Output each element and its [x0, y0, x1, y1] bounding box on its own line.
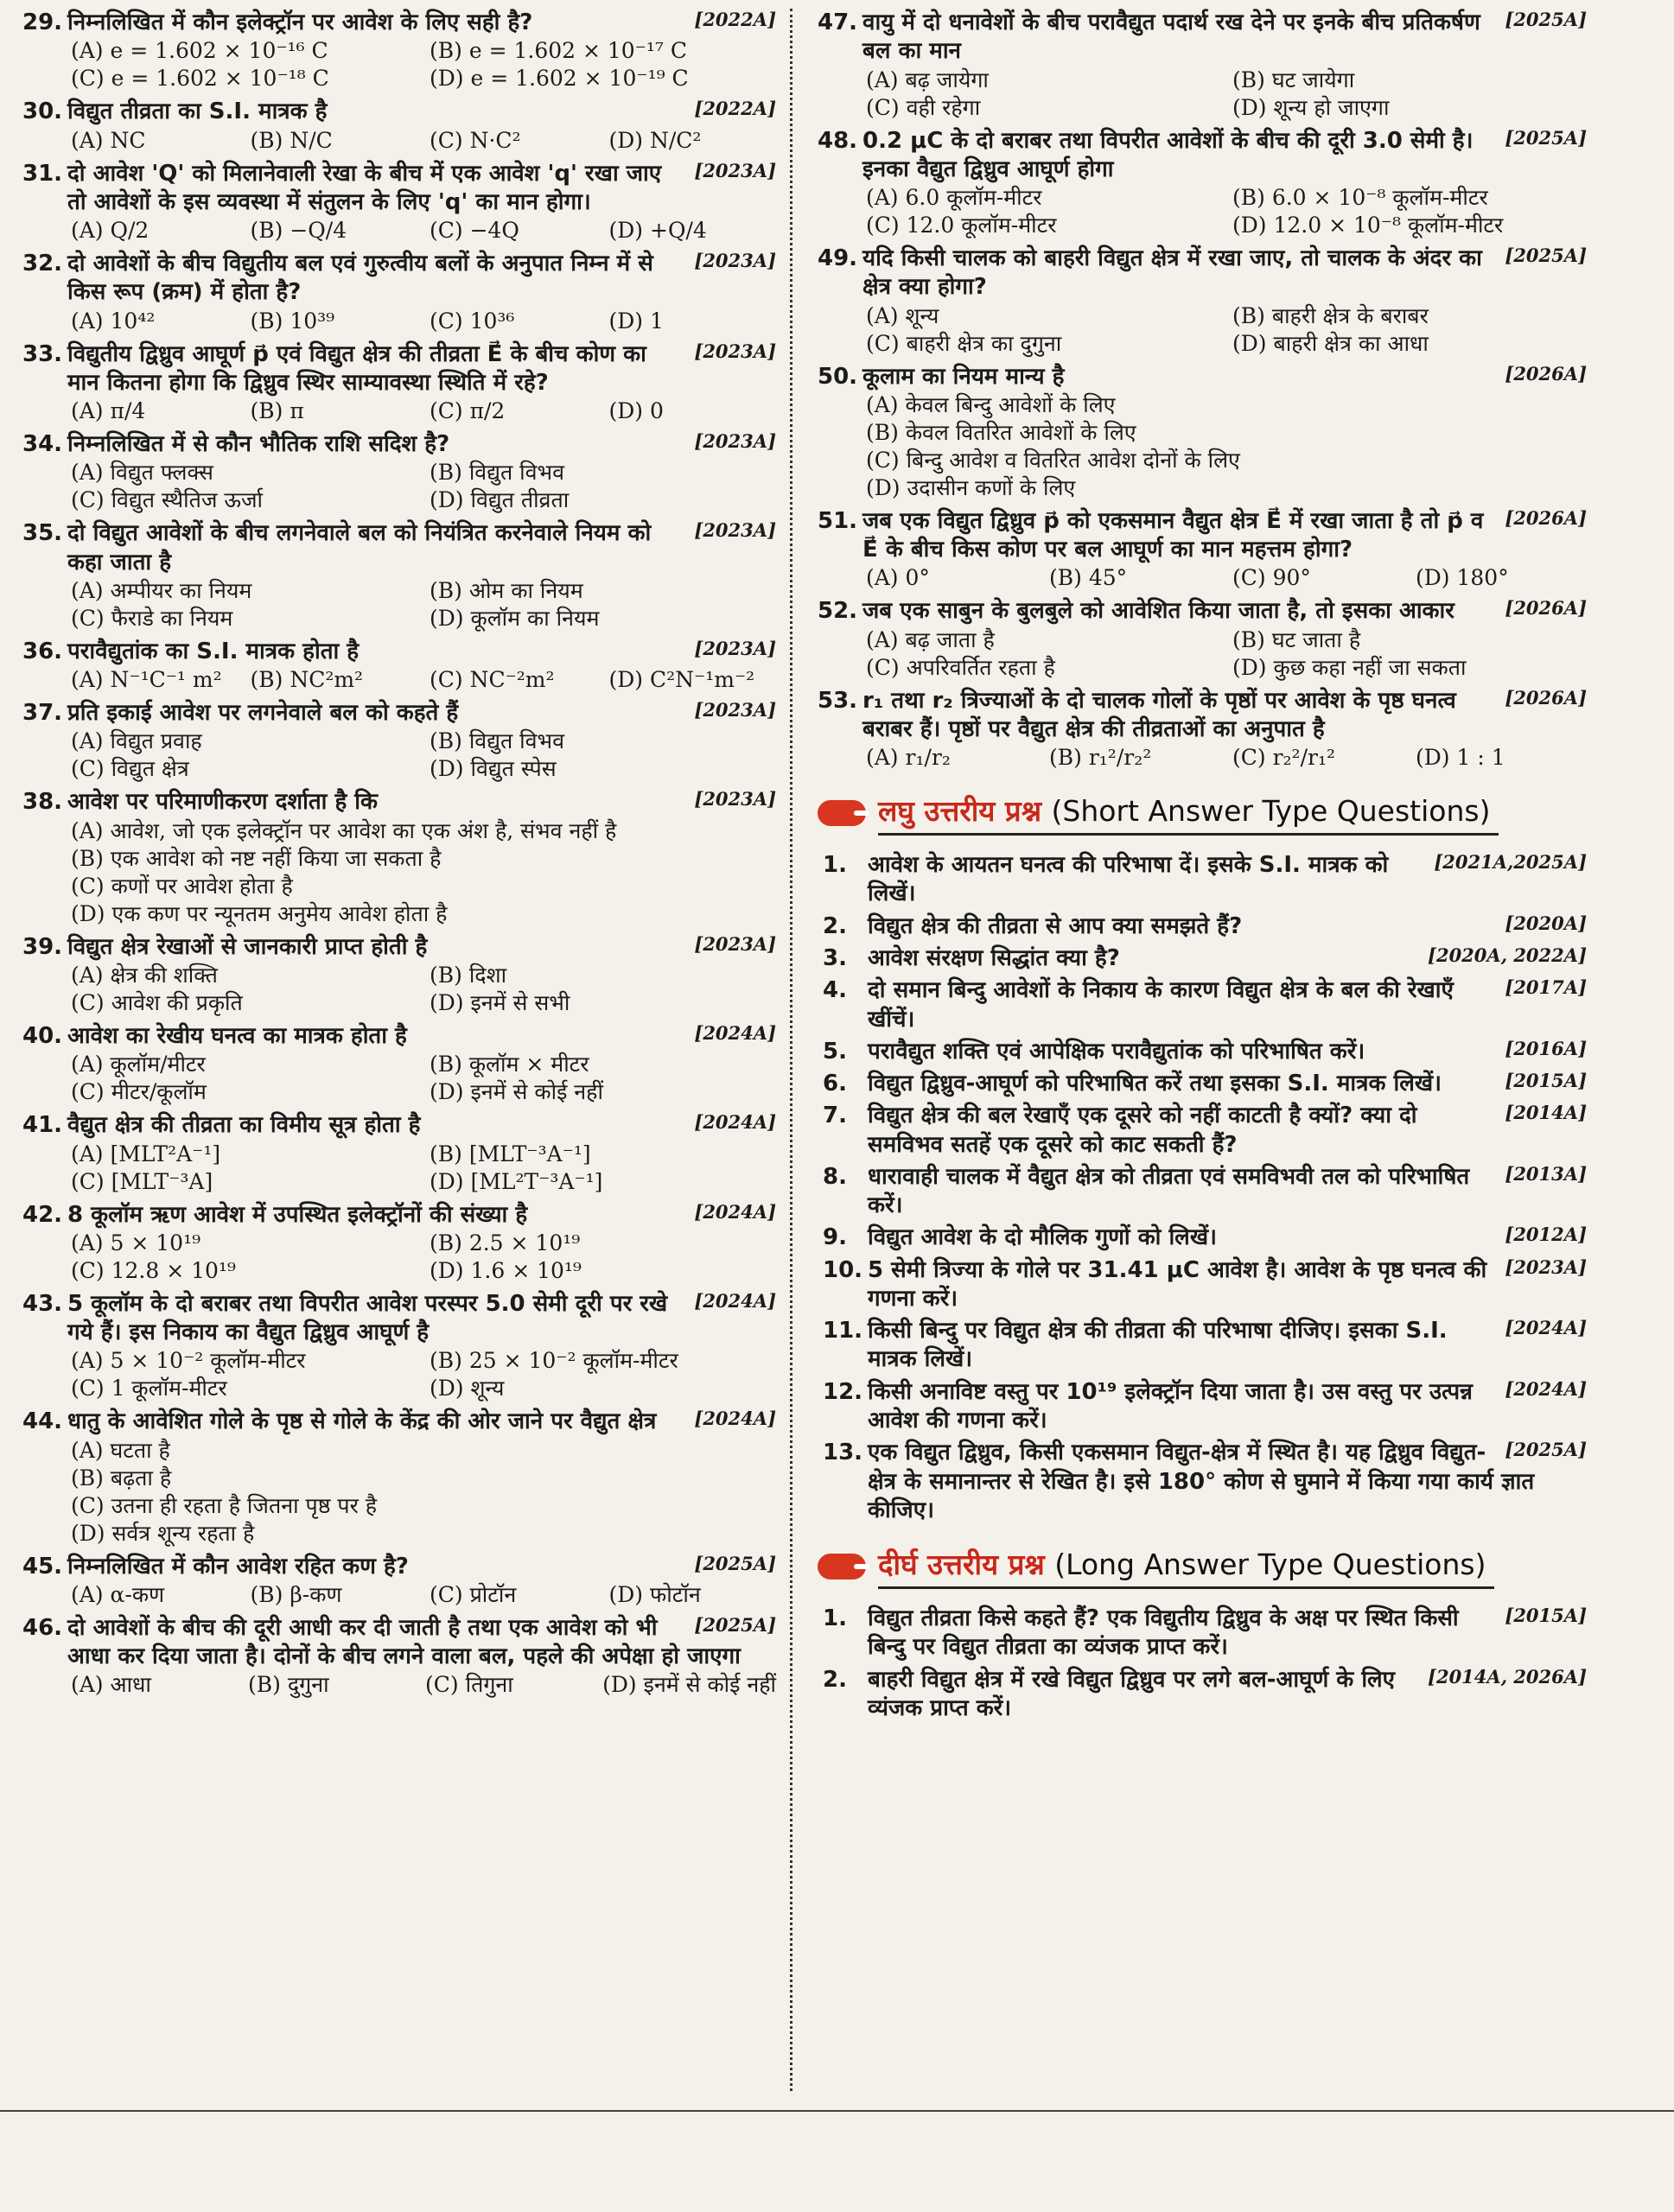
option: (A) विद्युत प्रवाह [71, 728, 202, 754]
short-answer-list [818, 851, 1587, 1525]
question-text: विद्युत तीव्रता किसे कहते हैं? एक विद्युतीय द्विध्रुव के अक्ष पर स्थित किसी बिन्दु पर विद्युत तीव्रता का व्यंजक प्राप्त करें। [868, 1605, 1459, 1661]
subjective-question [818, 1224, 1587, 1252]
option: (C) e = 1.602 × 10⁻¹⁸ C [71, 66, 329, 92]
option: (A) α-कण [71, 1581, 165, 1607]
year-tag: [ 2023A ] [694, 788, 776, 811]
option: (B) विद्युत विभव [430, 728, 564, 754]
mcq-question [22, 1614, 776, 1700]
option: (B) N/C [250, 127, 333, 153]
question-number: 50. [818, 363, 858, 390]
option-list [866, 184, 1587, 239]
year-tag: [ 2024A ] [1505, 1378, 1587, 1402]
question-number: 34. [22, 431, 63, 458]
option: (D) इनमें से कोई नहीं [430, 1079, 603, 1105]
year-tag: [ 2024A ] [694, 1111, 776, 1135]
question-number: 1. [823, 852, 847, 879]
subjective-question [818, 1256, 1587, 1314]
option: (C) तिगुना [425, 1672, 513, 1698]
option: (A) बढ़ जाता है [866, 626, 995, 652]
year-tag: [ 2016A ] [1505, 1038, 1587, 1061]
option: (D) कूलॉम का नियम [430, 605, 600, 631]
question-number: 46. [22, 1614, 63, 1641]
option: (B) NC²m² [250, 667, 364, 693]
year-tag: [ 2024A ] [694, 1408, 776, 1431]
option: (D) एक कण पर न्यूनतम अनुमेय आवेश होता है [71, 900, 448, 926]
year-tag: [ 2024A ] [1505, 1317, 1587, 1340]
question-text: कूलाम का नियम मान्य है [862, 363, 1065, 390]
year-tag: [ 2020A ] [1505, 912, 1587, 936]
option: (B) π [250, 398, 304, 424]
option: (C) −4Q [430, 218, 519, 244]
option: (C) प्रोटॉन [430, 1581, 517, 1607]
option: (D) e = 1.602 × 10⁻¹⁹ C [430, 66, 689, 92]
long-answer-list [818, 1605, 1587, 1723]
question-text: प्रति इकाई आवेश पर लगनेवाले बल को कहते हैं [67, 700, 459, 727]
option: (A) r₁/r₂ [866, 745, 951, 771]
question-number: 2. [823, 912, 847, 939]
option: (C) मीटर/कूलॉम [71, 1079, 207, 1105]
option: (B) एक आवेश को नष्ट नहीं किया जा सकता है [71, 845, 442, 871]
mcq-question [22, 250, 776, 335]
question-text: वैद्युत क्षेत्र की तीव्रता का विमीय सूत्र होता है [67, 1112, 421, 1139]
option: (C) π/2 [430, 398, 506, 424]
question-number: 3. [823, 944, 847, 971]
option: (C) NC⁻²m² [430, 667, 555, 693]
subjective-question [818, 1163, 1587, 1221]
option: (A) π/4 [71, 398, 146, 424]
option: (D) +Q/4 [608, 218, 707, 244]
question-text: आवेश पर परिमाणीकरण दर्शाता है कि [67, 789, 379, 816]
year-tag: [ 2024A ] [694, 1022, 776, 1046]
mcq-question [22, 98, 776, 154]
year-tag: [ 2023A ] [694, 699, 776, 722]
option-list [71, 1230, 776, 1285]
question-text: आवेश का रेखीय घनत्व का मात्रक होता है [67, 1022, 407, 1049]
year-tag: [ 2026A ] [1505, 507, 1587, 531]
question-number: 7. [823, 1103, 847, 1129]
option-list [71, 666, 776, 694]
option: (D) शून्य हो जाएगा [1232, 94, 1390, 120]
option: (A) आवेश, जो एक इलेक्ट्रॉन पर आवेश का एक अंश है, संभव नहीं है [71, 817, 617, 843]
option-list [71, 1437, 776, 1548]
mcq-question [818, 597, 1587, 681]
option: (C) कणों पर आवेश होता है [71, 873, 293, 899]
option: (A) 5 × 10⁻² कूलॉम-मीटर [71, 1348, 306, 1374]
mcq-question [22, 638, 776, 694]
question-text: यदि किसी चालक को बाहरी विद्युत क्षेत्र में रखा जाए, तो चालक के अंदर का क्षेत्र क्या होगा? [862, 245, 1482, 301]
column-divider [790, 9, 792, 2091]
page-bottom-rule [0, 2110, 1674, 2112]
question-number: 11. [823, 1318, 863, 1344]
year-tag: [ 2023A ] [694, 160, 776, 183]
question-number: 53. [818, 687, 858, 714]
mcq-question [818, 507, 1587, 593]
year-tag: [ 2023A ] [694, 340, 776, 364]
option-list [71, 1581, 776, 1609]
year-tag: [ 2023A ] [694, 250, 776, 273]
option: (A) कूलॉम/मीटर [71, 1052, 206, 1077]
option: (A) Q/2 [71, 218, 150, 244]
question-number: 44. [22, 1408, 63, 1435]
question-text: निम्नलिखित में कौन इलेक्ट्रॉन पर आवेश के लिए सही है? [67, 10, 533, 35]
option: (C) आवेश की प्रकृति [71, 989, 243, 1015]
subjective-question [818, 1439, 1587, 1525]
option: (B) ओम का नियम [430, 577, 583, 603]
short-answer-title: लघु उत्तरीय प्रश्न (Short Answer Type Questions) [878, 791, 1499, 836]
option: (D) 1 : 1 [1416, 745, 1505, 771]
option-list [71, 962, 776, 1017]
year-tag: [ 2026A ] [1505, 363, 1587, 386]
subjective-question [818, 1317, 1587, 1375]
question-text: 8 कूलॉम ऋण आवेश में उपस्थित इलेक्ट्रॉनों की संख्या है [67, 1201, 528, 1228]
mcq-question [22, 9, 776, 92]
question-text: जब एक साबुन के बुलबुले को आवेशित किया जाता है, तो इसका आकार [862, 598, 1454, 625]
subjective-question [818, 1605, 1587, 1662]
option: (D) 12.0 × 10⁻⁸ कूलॉम-मीटर [1232, 213, 1504, 238]
question-number: 10. [823, 1256, 863, 1283]
question-number: 48. [818, 127, 858, 154]
option: (A) NC [71, 127, 146, 153]
question-number: 45. [22, 1553, 63, 1580]
year-tag: [ 2013A ] [1505, 1163, 1587, 1186]
subjective-question [818, 944, 1587, 973]
option: (D) इनमें से सभी [430, 989, 570, 1015]
option: (B) घट जायेगा [1232, 67, 1355, 92]
question-text: विद्युत क्षेत्र की तीव्रता से आप क्या समझते हैं? [868, 912, 1243, 939]
year-tag: [ 2023A ] [694, 430, 776, 454]
option: (D) फोटॉन [608, 1581, 701, 1607]
subjective-question [818, 976, 1587, 1034]
year-tag: [ 2022A ] [694, 9, 776, 32]
year-tag: [ 2026A ] [1505, 597, 1587, 620]
mcq-question [22, 788, 776, 927]
question-number: 35. [22, 520, 63, 547]
question-text: दो आवेशों के बीच की दूरी आधी कर दी जाती है तथा एक आवेश को भी आधा कर दिया जाता है। दोनों के बीच लगने वाला बल, पहले की अपेक्षा हो जाएगा [67, 1614, 741, 1670]
question-number: 42. [22, 1201, 63, 1228]
question-text: जब एक विद्युत द्विध्रुव p⃗ को एकसमान वैद्युत क्षेत्र E⃗ में रखा जाता है तो p⃗ व E⃗ के बीच किस कोण पर बल आघूर्ण का मान महत्तम होगा? [862, 507, 1484, 563]
mcq-question [818, 9, 1587, 122]
question-text: धातु के आवेशित गोले के पृष्ठ से गोले के केंद्र की ओर जाने पर वैद्युत क्षेत्र [67, 1408, 657, 1435]
option: (B) केवल वितरित आवेशों के लिए [866, 419, 1136, 445]
option: (C) r₂²/r₁² [1232, 745, 1335, 771]
mcq-right-list [818, 9, 1587, 772]
question-text: 5 कूलॉम के दो बराबर तथा विपरीत आवेश परस्पर 5.0 सेमी दूरी पर रखे गये हैं। इस निकाय का वैद्युत द्विध्रुव आघूर्ण है [67, 1290, 668, 1346]
option: (B) r₁²/r₂² [1049, 745, 1152, 771]
mcq-question [818, 245, 1587, 358]
mcq-question [22, 933, 776, 1017]
option: (B) 6.0 × 10⁻⁸ कूलॉम-मीटर [1232, 185, 1488, 211]
question-number: 40. [22, 1022, 63, 1049]
option: (A) 6.0 कूलॉम-मीटर [866, 185, 1042, 211]
question-number: 39. [22, 933, 63, 960]
option: (C) N·C² [430, 127, 521, 153]
option: (C) 12.8 × 10¹⁹ [71, 1257, 236, 1283]
year-tag: [ 2026A ] [1505, 687, 1587, 710]
year-tag: [ 2023A ] [1505, 1256, 1587, 1280]
option: (D) सर्वत्र शून्य रहता है [71, 1520, 255, 1546]
question-text: दो आवेश 'Q' को मिलानेवाली रेखा के बीच में एक आवेश 'q' रखा जाए तो आवेशों के इस व्यवस्था में संतुलन के लिए 'q' का मान होगा। [67, 160, 662, 215]
question-text: परावैद्युतांक का S.I. मात्रक होता है [67, 638, 360, 664]
mcq-question [22, 430, 776, 514]
year-tag: [ 2025A ] [1505, 127, 1587, 150]
option: (D) शून्य [430, 1376, 505, 1402]
question-number: 4. [823, 977, 847, 1004]
question-number: 52. [818, 598, 858, 625]
option: (D) N/C² [608, 127, 702, 153]
option: (C) बिन्दु आवेश व वितरित आवेश दोनों के लिए [866, 447, 1240, 473]
question-number: 32. [22, 251, 63, 277]
subjective-question [818, 912, 1587, 941]
year-tag: [ 2024A ] [694, 1290, 776, 1313]
year-tag: [ 2015A ] [1505, 1070, 1587, 1093]
question-text: 0.2 μC के दो बराबर तथा विपरीत आवेशों के बीच की दूरी 3.0 सेमी है। इनका वैद्युत द्विध्रुव आघूर्ण होगा [862, 127, 1474, 182]
option: (D) C²N⁻¹m⁻² [608, 667, 755, 693]
option: (B) 25 × 10⁻² कूलॉम-मीटर [430, 1348, 678, 1374]
year-tag: [ 2020A, 2022A ] [1428, 944, 1587, 968]
option: (B) दिशा [430, 962, 507, 988]
option: (C) वही रहेगा [866, 94, 981, 120]
question-number: 13. [823, 1440, 863, 1466]
option-list [71, 459, 776, 514]
option: (D) [ML²T⁻³A⁻¹] [430, 1168, 603, 1194]
section-pill-icon [818, 1554, 866, 1580]
option-list [71, 728, 776, 783]
question-text: धारावाही चालक में वैद्युत क्षेत्र को तीव्रता एवं समविभवी तल को परिभाषित करें। [868, 1163, 1470, 1219]
question-text: विद्युतीय द्विध्रुव आघूर्ण p⃗ एवं विद्युत क्षेत्र की तीव्रता E⃗ के बीच कोण का मान कितना होगा कि द्विध्रुव स्थिर साम्यावस्था स्थिति में रहे? [67, 340, 646, 396]
option: (A) [MLT²A⁻¹] [71, 1141, 221, 1166]
mcq-question [818, 127, 1587, 240]
question-text: विद्युत क्षेत्र रेखाओं से जानकारी प्राप्त होती है [67, 933, 428, 960]
question-text: एक विद्युत द्विध्रुव, किसी एकसमान विद्युत-क्षेत्र में स्थित है। यह द्विध्रुव विद्युत-क्षेत्र के समानान्तर से रेखित है। इसे 180° कोण से घुमाने में किया गया कार्य ज्ञात कीजिए। [868, 1440, 1535, 1523]
year-tag: [ 2025A ] [1505, 245, 1587, 268]
mcq-question [22, 1290, 776, 1403]
option-list [71, 308, 776, 335]
option: (B) β-कण [250, 1581, 342, 1607]
question-number: 1. [823, 1605, 847, 1632]
question-text: परावैद्युत शक्ति एवं आपेक्षिक परावैद्युतांक को परिभाषित करें। [868, 1038, 1365, 1065]
option: (D) विद्युत स्पेस [430, 756, 557, 782]
option: (A) बढ़ जायेगा [866, 67, 989, 92]
mcq-question [22, 160, 776, 245]
option: (C) 90° [1232, 565, 1311, 591]
option: (A) केवल बिन्दु आवेशों के लिए [866, 391, 1116, 417]
subjective-question [818, 1666, 1587, 1724]
option: (C) 12.0 कूलॉम-मीटर [866, 213, 1057, 238]
subjective-question [818, 1038, 1587, 1066]
option: (B) e = 1.602 × 10⁻¹⁷ C [430, 38, 687, 64]
option: (B) बढ़ता है [71, 1465, 172, 1491]
question-text: वायु में दो धनावेशों के बीच परावैद्युत पदार्थ रख देने पर इनके बीच प्रतिकर्षण बल का मान [862, 10, 1480, 65]
option: (D) बाहरी क्षेत्र का आधा [1232, 330, 1429, 356]
option: (B) [MLT⁻³A⁻¹] [430, 1141, 591, 1166]
option: (A) आधा [71, 1672, 151, 1698]
mcq-question [22, 1408, 776, 1547]
option: (B) 10³⁹ [250, 308, 335, 334]
question-text: बाहरी विद्युत क्षेत्र में रखे विद्युत द्विध्रुव पर लगे बल-आघूर्ण के लिए व्यंजक प्राप्त करें। [868, 1666, 1396, 1721]
question-number: 6. [823, 1071, 847, 1097]
option: (C) विद्युत क्षेत्र [71, 756, 189, 782]
option: (B) 2.5 × 10¹⁹ [430, 1230, 581, 1255]
option: (B) घट जाता है [1232, 626, 1361, 652]
option: (B) −Q/4 [250, 218, 347, 244]
mcq-question [22, 1111, 776, 1195]
option-list [71, 577, 776, 632]
question-number: 33. [22, 340, 63, 367]
question-number: 31. [22, 160, 63, 187]
question-text: विद्युत द्विध्रुव-आघूर्ण को परिभाषित करें तथा इसका S.I. मात्रक लिखें। [868, 1071, 1442, 1097]
year-tag: [ 2023A ] [694, 638, 776, 661]
option: (D) विद्युत तीव्रता [430, 487, 570, 513]
mcq-question [22, 519, 776, 632]
option-list [71, 1051, 776, 1106]
question-number: 51. [818, 507, 858, 534]
subjective-question [818, 851, 1587, 909]
question-number: 38. [22, 789, 63, 816]
option: (A) शून्य [866, 302, 939, 328]
option: (A) N⁻¹C⁻¹ m² [71, 667, 222, 693]
subjective-question [818, 1070, 1587, 1098]
option: (B) 45° [1049, 565, 1128, 591]
year-tag: [ 2024A ] [694, 1201, 776, 1224]
option: (D) इनमें से कोई नहीं [602, 1672, 776, 1698]
year-tag: [ 2012A ] [1505, 1224, 1587, 1247]
option-list [866, 744, 1587, 772]
question-text: दो समान बिन्दु आवेशों के निकाय के कारण विद्युत क्षेत्र के बल की रेखाएँ खींचें। [868, 977, 1454, 1033]
short-answer-header [818, 791, 1587, 836]
question-number: 29. [22, 10, 63, 35]
option-list [71, 127, 776, 155]
question-text: निम्नलिखित में से कौन भौतिक राशि सदिश है? [67, 431, 450, 458]
option-list [71, 37, 776, 92]
option: (A) 0° [866, 565, 930, 591]
question-number: 2. [823, 1666, 847, 1693]
question-text: आवेश के आयतन घनत्व की परिभाषा दें। इसके S.I. मात्रक को लिखें। [868, 852, 1389, 907]
option: (B) कूलॉम × मीटर [430, 1052, 589, 1077]
option: (D) 1.6 × 10¹⁹ [430, 1257, 582, 1283]
question-text: विद्युत क्षेत्र की बल रेखाएँ एक दूसरे को नहीं काटती है क्यों? क्या दो समविभव सतहें एक दूसरे को काट सकती हैं? [868, 1103, 1417, 1158]
question-number: 43. [22, 1290, 63, 1317]
option-list [71, 397, 776, 425]
option: (C) [MLT⁻³A] [71, 1168, 213, 1194]
option-list [866, 302, 1587, 358]
option: (C) फैराडे का नियम [71, 605, 233, 631]
mcq-question [22, 1201, 776, 1285]
question-number: 37. [22, 700, 63, 727]
mcq-question [22, 699, 776, 783]
option-list [71, 1141, 776, 1196]
option-list [866, 626, 1587, 682]
mcq-question [22, 1022, 776, 1106]
option: (C) 1 कूलॉम-मीटर [71, 1376, 227, 1402]
year-tag: [ 2025A ] [1505, 1439, 1587, 1462]
option: (B) बाहरी क्षेत्र के बराबर [1232, 302, 1429, 328]
option: (D) 1 [608, 308, 664, 334]
option: (C) बाहरी क्षेत्र का दुगुना [866, 330, 1062, 356]
option: (C) 10³⁶ [430, 308, 515, 334]
year-tag: [ 2023A ] [694, 519, 776, 543]
option: (D) कुछ कहा नहीं जा सकता [1232, 654, 1467, 680]
question-number: 5. [823, 1038, 847, 1065]
question-number: 30. [22, 99, 63, 125]
mcq-question [818, 363, 1587, 502]
long-answer-header [818, 1544, 1587, 1589]
question-number: 12. [823, 1378, 863, 1405]
question-text: विद्युत तीव्रता का S.I. मात्रक है [67, 99, 328, 125]
option: (A) अम्पीयर का नियम [71, 577, 252, 603]
option-list [71, 1347, 776, 1402]
question-text: दो आवेशों के बीच विद्युतीय बल एवं गुरुत्वीय बलों के अनुपात निम्न में से किस रूप (क्रम) में होता है? [67, 251, 653, 306]
option-list [71, 817, 776, 928]
option-list [71, 217, 776, 245]
question-number: 49. [818, 245, 858, 272]
question-number: 41. [22, 1112, 63, 1139]
option: (A) 10⁴² [71, 308, 156, 334]
option: (A) क्षेत्र की शक्ति [71, 962, 218, 988]
subjective-question [818, 1102, 1587, 1160]
option: (A) 5 × 10¹⁹ [71, 1230, 201, 1255]
year-tag: [ 2025A ] [694, 1553, 776, 1576]
option: (C) विद्युत स्थैतिज ऊर्जा [71, 487, 263, 513]
option: (A) विद्युत फ्लक्स [71, 460, 213, 486]
question-text: किसी बिन्दु पर विद्युत क्षेत्र की तीव्रता की परिभाषा दीजिए। इसका S.I. मात्रक लिखें। [868, 1318, 1448, 1373]
question-number: 36. [22, 638, 63, 664]
option: (B) विद्युत विभव [430, 460, 564, 486]
year-tag: [ 2017A ] [1505, 976, 1587, 1000]
option-list [71, 1671, 776, 1699]
option: (C) अपरिवर्तित रहता है [866, 654, 1055, 680]
year-tag: [ 2014A ] [1505, 1102, 1587, 1125]
left-column [22, 9, 776, 1704]
option-list [866, 564, 1587, 592]
option: (B) दुगुना [248, 1672, 329, 1698]
section-pill-icon [818, 800, 866, 826]
option: (A) घटता है [71, 1437, 170, 1463]
question-number: 8. [823, 1163, 847, 1190]
option: (A) e = 1.602 × 10⁻¹⁶ C [71, 38, 328, 64]
year-tag: [ 2023A ] [694, 933, 776, 957]
question-text: r₁ तथा r₂ त्रिज्याओं के दो चालक गोलों के पृष्ठों पर आवेश के पृष्ठ घनत्व बराबर हैं। पृष्ठों पर वैद्युत क्षेत्र की तीव्रताओं का अनुपात है [862, 687, 1456, 742]
mcq-question [22, 1553, 776, 1609]
year-tag: [ 2014A, 2026A ] [1428, 1666, 1587, 1689]
long-answer-title: दीर्घ उत्तरीय प्रश्न (Long Answer Type Questions) [878, 1544, 1494, 1589]
mcq-question [22, 340, 776, 426]
question-text: 5 सेमी त्रिज्या के गोले पर 31.41 μC आवेश है। आवेश के पृष्ठ घनत्व की गणना करें। [868, 1256, 1487, 1312]
question-text: निम्नलिखित में कौन आवेश रहित कण है? [67, 1553, 409, 1580]
option: (D) उदासीन कणों के लिए [866, 474, 1076, 500]
right-column [818, 9, 1587, 1726]
option: (C) उतना ही रहता है जितना पृष्ठ पर है [71, 1492, 378, 1518]
option-list [866, 67, 1587, 122]
year-tag: [ 2025A ] [1505, 9, 1587, 32]
option: (D) 0 [608, 398, 664, 424]
year-tag: [ 2025A ] [694, 1614, 776, 1637]
question-number: 47. [818, 10, 858, 35]
year-tag: [ 2022A ] [694, 98, 776, 121]
question-number: 9. [823, 1224, 847, 1251]
question-text: किसी अनाविष्ट वस्तु पर 10¹⁹ इलेक्ट्रॉन दिया जाता है। उस वस्तु पर उत्पन्न आवेश की गणना करें। [868, 1378, 1473, 1433]
mcq-question [818, 687, 1587, 772]
subjective-question [818, 1378, 1587, 1436]
year-tag: [ 2015A ] [1505, 1605, 1587, 1628]
question-text: दो विद्युत आवेशों के बीच लगनेवाले बल को नियंत्रित करनेवाले नियम को कहा जाता है [67, 520, 652, 575]
question-text: आवेश संरक्षण सिद्धांत क्या है? [868, 944, 1120, 971]
option: (D) 180° [1416, 565, 1509, 591]
year-tag: [ 2021A,2025A ] [1434, 851, 1587, 874]
option-list [866, 391, 1587, 502]
question-text: विद्युत आवेश के दो मौलिक गुणों को लिखें। [868, 1224, 1217, 1251]
